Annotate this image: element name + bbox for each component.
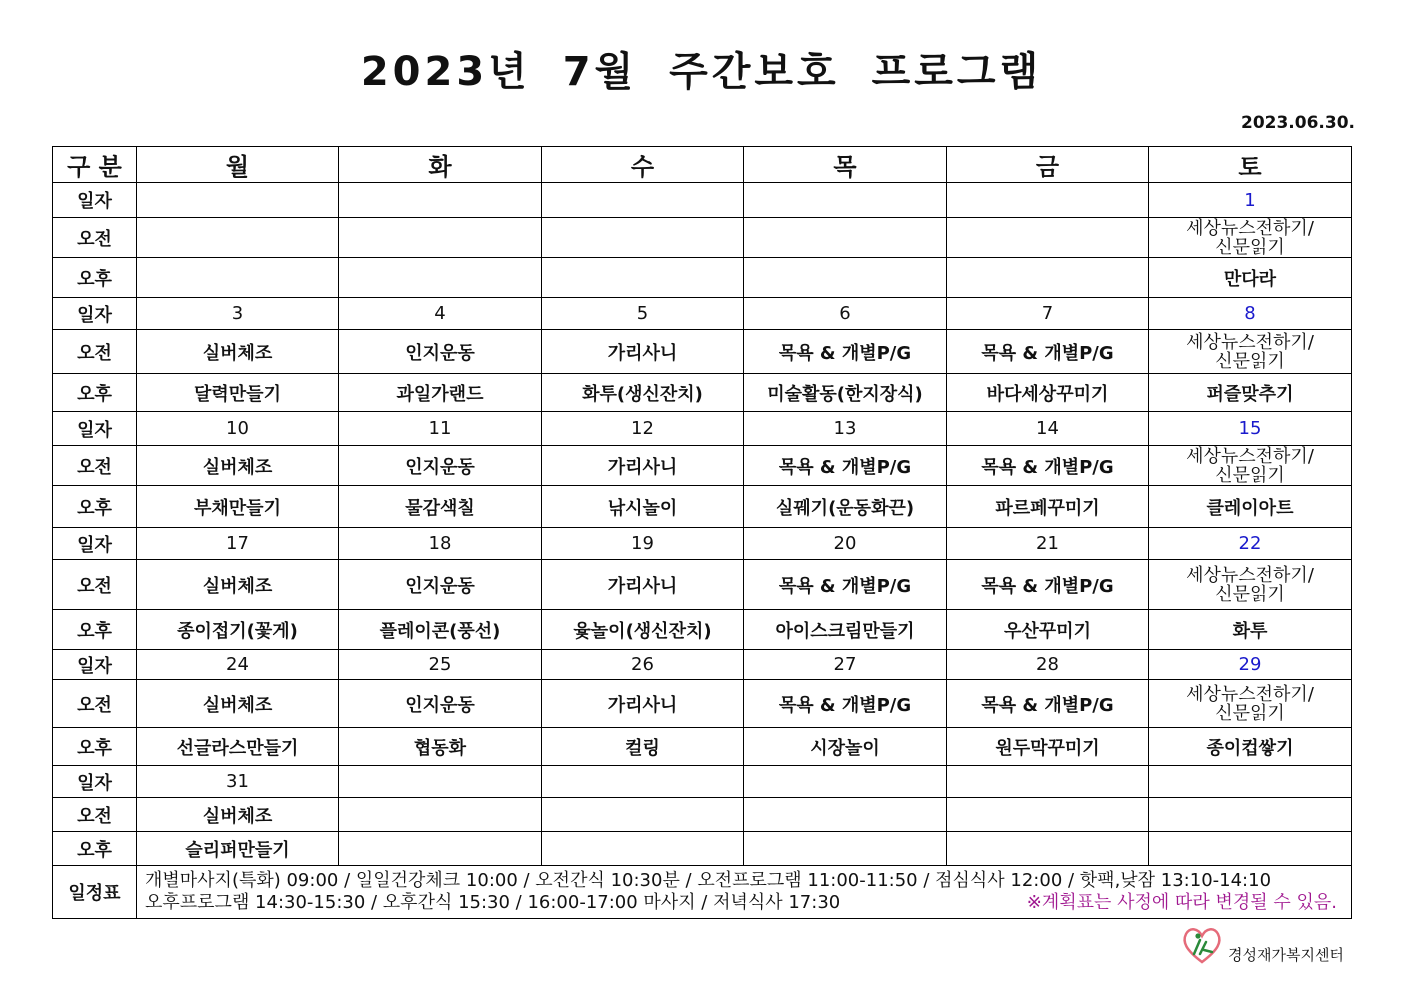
activity-pm-tue: 물감색칠	[339, 486, 542, 528]
activity-pm-fri: 원두막꾸미기	[947, 728, 1149, 766]
activity-pm-wed	[542, 258, 744, 298]
row-label-day: 일자	[53, 298, 137, 330]
date-wed	[542, 766, 744, 798]
activity-pm-thu: 시장놀이	[744, 728, 947, 766]
date-sat: 15	[1149, 412, 1352, 446]
activity-pm-sat	[1149, 832, 1352, 866]
week-2-pm-row	[53, 374, 1352, 412]
activity-pm-tue	[339, 258, 542, 298]
date-sat	[1149, 766, 1352, 798]
header-category: 구 분	[53, 147, 137, 183]
activity-am-tue: 인지운동	[339, 560, 542, 610]
week-6-pm-row	[53, 832, 1352, 866]
activity-am-tue: 인지운동	[339, 446, 542, 486]
activity-pm-fri	[947, 832, 1149, 866]
header-wed: 수	[542, 147, 744, 183]
activity-line: 세상뉴스전하기/	[1186, 683, 1314, 705]
row-label-pm: 오후	[53, 258, 137, 298]
activity-am-thu: 목욕 & 개별P/G	[744, 560, 947, 610]
date-mon: 10	[137, 412, 339, 446]
activity-am-thu	[744, 218, 947, 258]
row-label-pm: 오후	[53, 728, 137, 766]
row-label-day: 일자	[53, 766, 137, 798]
activity-pm-wed: 윷놀이(생신잔치)	[542, 610, 744, 650]
schedule-table	[52, 146, 1352, 919]
activity-pm-wed	[542, 832, 744, 866]
activity-am-sat	[1149, 446, 1352, 486]
date-mon: 17	[137, 528, 339, 560]
date-thu	[744, 183, 947, 218]
date-fri	[947, 183, 1149, 218]
date-wed	[542, 183, 744, 218]
header-tue: 화	[339, 147, 542, 183]
date-mon: 24	[137, 650, 339, 680]
activity-pm-fri: 우산꾸미기	[947, 610, 1149, 650]
row-label-day: 일자	[53, 183, 137, 218]
activity-am-tue	[339, 218, 542, 258]
week-6-am-row	[53, 798, 1352, 832]
row-label-pm: 오후	[53, 610, 137, 650]
activity-am-thu	[744, 798, 947, 832]
date-thu: 6	[744, 298, 947, 330]
activity-am-fri	[947, 798, 1149, 832]
date-wed: 5	[542, 298, 744, 330]
activity-pm-thu	[744, 832, 947, 866]
activity-pm-mon: 슬리퍼만들기	[137, 832, 339, 866]
activity-pm-tue: 플레이콘(풍선)	[339, 610, 542, 650]
header-row	[53, 147, 1352, 183]
date-mon: 31	[137, 766, 339, 798]
activity-line: 신문읽기	[1215, 236, 1285, 258]
activity-pm-fri	[947, 258, 1149, 298]
document-date: 2023.06.30.	[1240, 113, 1355, 133]
activity-am-fri: 목욕 & 개별P/G	[947, 560, 1149, 610]
row-label-am: 오전	[53, 680, 137, 728]
week-4-day-row	[53, 528, 1352, 560]
date-thu: 27	[744, 650, 947, 680]
header-sat: 토	[1149, 147, 1352, 183]
header-thu: 목	[744, 147, 947, 183]
activity-pm-fri: 파르페꾸미기	[947, 486, 1149, 528]
activity-pm-mon: 달력만들기	[137, 374, 339, 412]
date-thu: 13	[744, 412, 947, 446]
activity-pm-wed: 컬링	[542, 728, 744, 766]
date-sat: 1	[1149, 183, 1352, 218]
activity-line: 신문읽기	[1215, 350, 1285, 372]
org-name: 경성재가복지센터	[1228, 946, 1344, 964]
daily-schedule-label: 일정표	[53, 866, 137, 919]
activity-line: 신문읽기	[1215, 583, 1285, 605]
date-fri: 14	[947, 412, 1149, 446]
activity-am-tue: 인지운동	[339, 680, 542, 728]
activity-pm-sat: 화투	[1149, 610, 1352, 650]
activity-am-wed: 가리사니	[542, 680, 744, 728]
schedule-note: ※계획표는 사정에 따라 변경될 수 있음.	[1026, 892, 1337, 913]
date-thu	[744, 766, 947, 798]
row-label-am: 오전	[53, 218, 137, 258]
week-5-am-row	[53, 680, 1352, 728]
date-fri: 7	[947, 298, 1149, 330]
activity-pm-sat: 클레이아트	[1149, 486, 1352, 528]
activity-pm-wed: 화투(생신잔치)	[542, 374, 744, 412]
activity-line: 세상뉴스전하기/	[1186, 331, 1314, 353]
date-wed: 19	[542, 528, 744, 560]
activity-pm-tue: 협동화	[339, 728, 542, 766]
activity-pm-thu: 아이스크림만들기	[744, 610, 947, 650]
activity-am-sat	[1149, 218, 1352, 258]
week-3-day-row	[53, 412, 1352, 446]
header-mon: 월	[137, 147, 339, 183]
row-label-am: 오전	[53, 330, 137, 374]
row-label-day: 일자	[53, 650, 137, 680]
activity-am-wed: 가리사니	[542, 560, 744, 610]
date-mon	[137, 183, 339, 218]
activity-am-sat	[1149, 680, 1352, 728]
row-label-am: 오전	[53, 560, 137, 610]
activity-am-mon: 실버체조	[137, 560, 339, 610]
activity-am-sat	[1149, 330, 1352, 374]
week-1-am-row	[53, 218, 1352, 258]
activity-am-wed	[542, 218, 744, 258]
date-sat: 22	[1149, 528, 1352, 560]
activity-am-wed: 가리사니	[542, 330, 744, 374]
row-label-day: 일자	[53, 412, 137, 446]
activity-line: 세상뉴스전하기/	[1186, 445, 1314, 467]
activity-line: 신문읽기	[1215, 702, 1285, 724]
daily-schedule-row	[53, 866, 1352, 919]
daily-schedule-text	[137, 866, 1352, 919]
activity-line: 세상뉴스전하기/	[1186, 564, 1314, 586]
activity-pm-thu: 미술활동(한지장식)	[744, 374, 947, 412]
activity-pm-mon	[137, 258, 339, 298]
activity-pm-mon: 선글라스만들기	[137, 728, 339, 766]
activity-am-thu: 목욕 & 개별P/G	[744, 680, 947, 728]
daily-schedule-line-2: 오후프로그램 14:30-15:30 / 오후간식 15:30 / 16:00-17:00 마사지 / 저녁식사 17:30	[145, 892, 841, 913]
week-2-am-row	[53, 330, 1352, 374]
row-label-pm: 오후	[53, 486, 137, 528]
week-3-pm-row	[53, 486, 1352, 528]
activity-pm-thu	[744, 258, 947, 298]
week-5-pm-row	[53, 728, 1352, 766]
week-4-am-row	[53, 560, 1352, 610]
date-tue	[339, 766, 542, 798]
row-label-pm: 오후	[53, 374, 137, 412]
org-logo	[1180, 924, 1355, 968]
date-wed: 12	[542, 412, 744, 446]
activity-line: 세상뉴스전하기/	[1186, 217, 1314, 239]
activity-am-thu: 목욕 & 개별P/G	[744, 446, 947, 486]
activity-am-mon: 실버체조	[137, 446, 339, 486]
date-wed: 26	[542, 650, 744, 680]
activity-am-wed	[542, 798, 744, 832]
page-title: 2023년 7월 주간보호 프로그램	[360, 49, 1043, 95]
date-tue	[339, 183, 542, 218]
activity-am-mon: 실버체조	[137, 330, 339, 374]
activity-am-fri: 목욕 & 개별P/G	[947, 680, 1149, 728]
heart-logo-icon	[1180, 924, 1224, 968]
row-label-am: 오전	[53, 446, 137, 486]
row-label-am: 오전	[53, 798, 137, 832]
activity-pm-thu: 실꿰기(운동화끈)	[744, 486, 947, 528]
activity-am-fri: 목욕 & 개별P/G	[947, 330, 1149, 374]
activity-am-mon	[137, 218, 339, 258]
date-tue: 25	[339, 650, 542, 680]
week-2-day-row	[53, 298, 1352, 330]
date-sat: 29	[1149, 650, 1352, 680]
date-mon: 3	[137, 298, 339, 330]
week-5-day-row	[53, 650, 1352, 680]
activity-pm-fri: 바다세상꾸미기	[947, 374, 1149, 412]
activity-am-mon: 실버체조	[137, 680, 339, 728]
week-4-pm-row	[53, 610, 1352, 650]
activity-pm-sat: 퍼즐맞추기	[1149, 374, 1352, 412]
date-tue: 11	[339, 412, 542, 446]
date-tue: 18	[339, 528, 542, 560]
activity-pm-sat: 만다라	[1149, 258, 1352, 298]
date-fri	[947, 766, 1149, 798]
activity-pm-mon: 종이접기(꽃게)	[137, 610, 339, 650]
schedule-body	[53, 183, 1352, 866]
date-sat: 8	[1149, 298, 1352, 330]
activity-pm-sat: 종이컵쌓기	[1149, 728, 1352, 766]
week-1-pm-row	[53, 258, 1352, 298]
activity-am-thu: 목욕 & 개별P/G	[744, 330, 947, 374]
activity-pm-wed: 낚시놀이	[542, 486, 744, 528]
activity-am-sat	[1149, 798, 1352, 832]
activity-am-fri: 목욕 & 개별P/G	[947, 446, 1149, 486]
header-fri: 금	[947, 147, 1149, 183]
row-label-pm: 오후	[53, 832, 137, 866]
activity-pm-tue	[339, 832, 542, 866]
activity-am-tue: 인지운동	[339, 330, 542, 374]
activity-am-sat	[1149, 560, 1352, 610]
week-3-am-row	[53, 446, 1352, 486]
week-1-day-row	[53, 183, 1352, 218]
activity-am-fri	[947, 218, 1149, 258]
activity-am-wed: 가리사니	[542, 446, 744, 486]
daily-schedule-line-1: 개별마사지(특화) 09:00 / 일일건강체크 10:00 / 오전간식 10:30분 / 오전프로그램 11:00-11:50 / 점심식사 12:00 / 핫팩,낮잠 13:10-14:10	[145, 870, 1272, 891]
date-fri: 21	[947, 528, 1149, 560]
activity-pm-tue: 과일가랜드	[339, 374, 542, 412]
date-thu: 20	[744, 528, 947, 560]
date-tue: 4	[339, 298, 542, 330]
week-6-day-row	[53, 766, 1352, 798]
activity-pm-mon: 부채만들기	[137, 486, 339, 528]
activity-line: 신문읽기	[1215, 464, 1285, 486]
date-fri: 28	[947, 650, 1149, 680]
row-label-day: 일자	[53, 528, 137, 560]
activity-am-tue	[339, 798, 542, 832]
activity-am-mon: 실버체조	[137, 798, 339, 832]
